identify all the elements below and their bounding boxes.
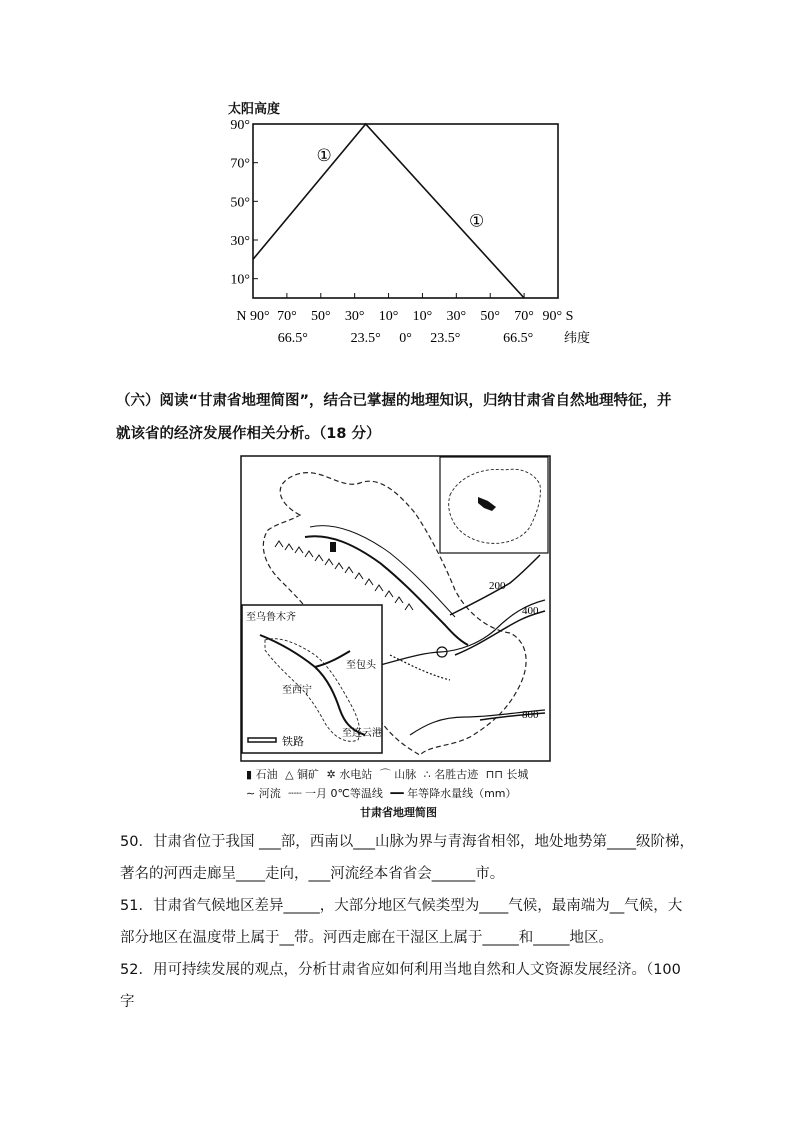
isoline-label-800: 800	[522, 709, 539, 721]
x-tick-label-secondary: 23.5°	[430, 331, 461, 346]
series-annotation: ①	[469, 211, 485, 231]
legend-wall: 长城	[506, 768, 529, 781]
river-legend-icon: ∼	[246, 787, 256, 800]
x-tick-label: 10°	[412, 309, 433, 324]
q52-line2: 字	[120, 994, 135, 1010]
x-axis-label: 纬度	[564, 330, 590, 345]
legend-isohyet: 年等降水量线（mm）	[407, 787, 517, 800]
q50-line2: 著名的河西走廊呈____走向，___河流经本省省会______市。	[120, 866, 505, 882]
y-tick-label: 90°	[230, 118, 250, 133]
map-legend-row1	[246, 766, 528, 782]
isoline-label-400: 400	[522, 605, 539, 617]
isohyet-legend-icon: ━━	[390, 787, 404, 800]
gansu-map	[240, 455, 552, 765]
china-inset-frame	[440, 457, 548, 553]
legend-copper: 铜矿	[297, 768, 320, 781]
y-tick-label: 70°	[230, 156, 250, 172]
legend-hydro: 水电站	[339, 768, 373, 781]
x-tick-label-secondary: 66.5°	[503, 331, 534, 346]
q51-line1: 51．甘肃省气候地区差异_____，大部分地区气候类型为____气候，最南端为__气候，大	[120, 898, 683, 914]
x-tick-label-secondary: 66.5°	[277, 331, 308, 346]
mountain-legend-icon: ⌒	[379, 768, 391, 781]
inset-label-baotou: 至包头	[346, 660, 376, 671]
inset-label-lianyungang: 至连云港	[342, 728, 382, 739]
map-caption: 甘肃省地理简图	[360, 806, 437, 819]
legend-mountain: 山脉	[394, 768, 417, 781]
y-tick-label: 10°	[230, 272, 250, 288]
series-annotation: ①	[316, 145, 332, 165]
section-heading-line1: （六）阅读“甘肃省地理简图”，结合已掌握的地理知识，归纳甘肃省自然地理特征，并	[116, 393, 672, 409]
x-tick-label: 30°	[446, 309, 467, 324]
oil-legend-icon: ▮	[246, 768, 253, 781]
x-tick-label: 70°	[277, 309, 297, 324]
chart-title: 太阳高度	[228, 102, 281, 117]
x-tick-label: 10°	[378, 309, 399, 324]
railway-legend-symbol	[248, 738, 276, 742]
isotherm-legend-icon: ┈┈	[288, 787, 302, 800]
sun-altitude-chart	[220, 112, 590, 347]
x-tick-label-secondary: 23.5°	[350, 331, 381, 346]
x-tick-label: 50°	[310, 309, 331, 324]
isoline-label-200: 200	[489, 580, 506, 592]
x-tick-label: 90° S	[542, 309, 574, 324]
legend-oil: 石油	[255, 768, 278, 781]
copper-legend-icon: △	[285, 768, 294, 781]
x-tick-label: 70°	[514, 309, 534, 324]
map-legend-row2	[246, 785, 517, 801]
railway-legend-label: 铁路	[282, 736, 304, 748]
chart-plot-frame	[253, 124, 558, 298]
section-heading-line2: 就该省的经济发展作相关分析。（18 分）	[116, 426, 381, 442]
q52-line1: 52．用可持续发展的观点，分析甘肃省应如何利用当地自然和人文资源发展经济。（100	[120, 962, 681, 978]
q51-line2: 部分地区在温度带上属于__带。河西走廊在干湿区上属于_____和_____地区。	[120, 930, 613, 946]
legend-river: 河流	[258, 787, 281, 800]
legend-isotherm: 一月 0℃等温线	[304, 787, 383, 800]
x-tick-label: 30°	[344, 309, 365, 324]
x-tick-label: 50°	[480, 309, 501, 324]
hydro-legend-icon: ✲	[326, 768, 336, 781]
x-tick-label: N 90°	[236, 309, 270, 324]
legend-scenic: 名胜古迹	[434, 768, 479, 781]
scenic-legend-icon: ∴	[423, 768, 431, 781]
y-tick-label: 50°	[230, 195, 250, 211]
x-tick-label-secondary: 0°	[399, 331, 412, 346]
y-tick-label: 30°	[230, 234, 250, 249]
inset-label-urumqi: 至乌鲁木齐	[246, 612, 296, 623]
q50-line1: 50．甘肃省位于我国 ___部，西南以___山脉为界与青海省相邻，地处地势第____级阶梯，	[120, 834, 695, 850]
oil-symbol	[330, 542, 336, 552]
wall-legend-icon: ⊓⊓	[485, 768, 503, 781]
inset-label-xining: 至西宁	[282, 685, 312, 696]
